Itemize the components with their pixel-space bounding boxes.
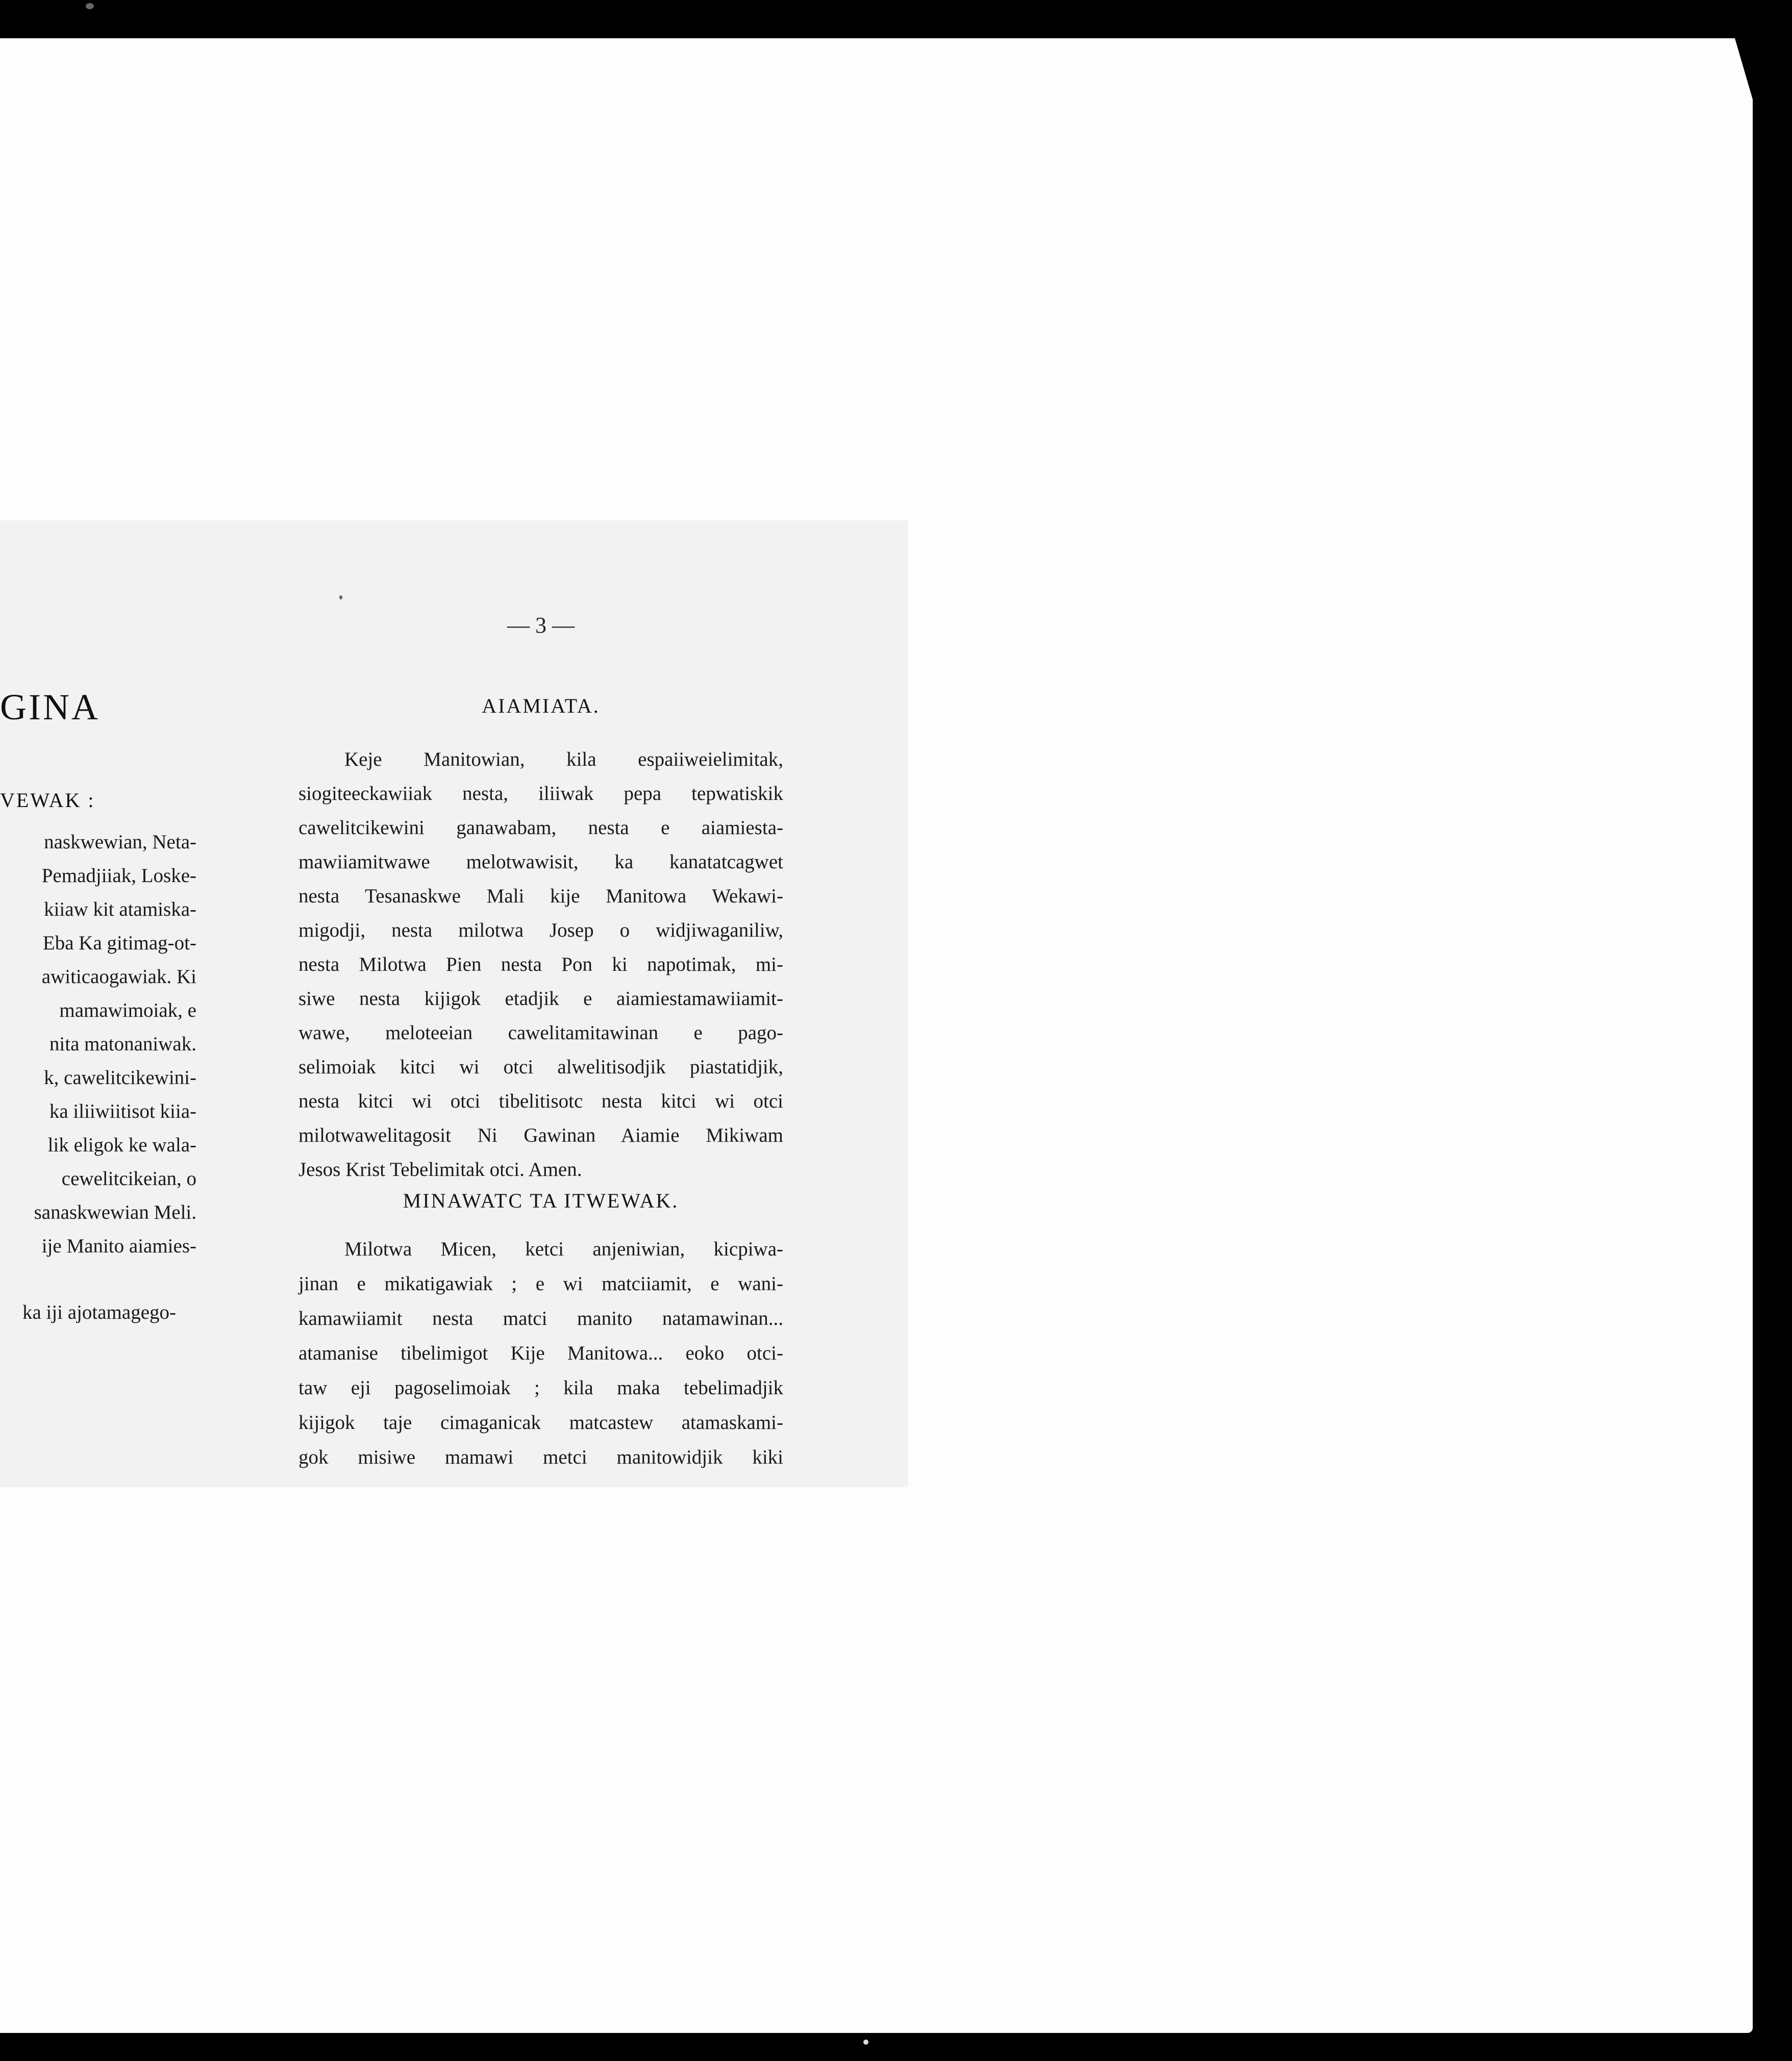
aiamiata-paragraph (298, 742, 783, 1187)
section-title-minawatc: MINAWATC TA ITWEWAK. (403, 1189, 679, 1212)
text-line: gok misiwe mamawi metci manitowidjik kiki (298, 1446, 783, 1468)
text-line: Pemadjiiak, Loske- (41, 865, 196, 887)
text-line: atamanise tibelimigot Kije Manitowa... eoko otci- (298, 1342, 783, 1364)
text-line: wawe, meloteeian cawelitamitawinan e pago- (298, 1022, 783, 1044)
text-line: Keje Manitowian, kila espaiiweielimitak, (344, 748, 783, 770)
text-line: nita matonaniwak. (49, 1033, 196, 1055)
text-line: Eba Ka gitimag-ot- (42, 932, 196, 954)
text-line: k, cawelitcikewini- (44, 1067, 196, 1089)
text-line: migodji, nesta milotwa Josep o widjiwaganiliw, (298, 919, 783, 941)
text-line: siwe nesta kijigok etadjik e aiamiestamawiiamit- (298, 988, 783, 1010)
left-page-subheading: VEWAK : (0, 789, 95, 812)
scan-speck (86, 3, 94, 9)
text-line: selimoiak kitci wi otci alwelitisodjik piastatidjik, (298, 1056, 783, 1078)
left-page-heading: GINA (0, 687, 100, 727)
text-line: cewelitcikeian, o (61, 1168, 196, 1190)
text-line: siogiteeckawiiak nesta, iliiwak pepa tepwatiskik (298, 783, 783, 805)
text-line: mawiiamitwawe melotwawisit, ka kanatatcagwet (298, 851, 783, 873)
text-line: taw eji pagoselimoiak ; kila maka tebelimadjik (298, 1377, 783, 1399)
text-line: cawelitcikewini ganawabam, nesta e aiamiesta- (298, 817, 783, 839)
text-line: Jesos Krist Tebelimitak otci. Amen. (298, 1159, 582, 1180)
text-line: kamawiiamit nesta matci manito natamawinan... (298, 1308, 783, 1329)
left-page-text (0, 825, 196, 1263)
scan-speck (339, 595, 342, 599)
text-line: nesta Milotwa Pien nesta Pon ki napotimak, mi- (298, 953, 783, 975)
text-line: awiticaogawiak. Ki (41, 966, 196, 988)
scan-speck (863, 2040, 868, 2045)
left-page-last-line: ka iji ajotamagego- (22, 1301, 176, 1323)
text-line: nesta kitci wi otci tibelitisotc nesta kitci wi otci (298, 1090, 783, 1112)
section-title-aiamiata: AIAMIATA. (482, 694, 600, 717)
text-line: naskwewian, Neta- (44, 831, 196, 853)
text-line: ka iliiwiitisot kiia- (49, 1100, 196, 1122)
page-number: — 3 — (507, 613, 575, 638)
minawatc-paragraph (298, 1232, 783, 1475)
text-line: kijigok taje cimaganicak matcastew atamaskami- (298, 1412, 783, 1434)
text-line: nesta Tesanaskwe Mali kije Manitowa Wekawi- (298, 885, 783, 907)
text-line: jinan e mikatigawiak ; e wi matciiamit, e wani- (298, 1273, 783, 1295)
text-line: kiiaw kit atamiska- (44, 898, 196, 920)
text-line: Milotwa Micen, ketci anjeniwian, kicpiwa- (344, 1238, 783, 1260)
text-line: milotwawelitagosit Ni Gawinan Aiamie Mikiwam (298, 1124, 783, 1146)
text-line: lik eligok ke wala- (47, 1134, 196, 1156)
text-line: ije Manito aiamies- (41, 1235, 196, 1257)
text-line: sanaskwewian Meli. (34, 1201, 196, 1223)
text-line: mamawimoiak, e (59, 999, 196, 1021)
